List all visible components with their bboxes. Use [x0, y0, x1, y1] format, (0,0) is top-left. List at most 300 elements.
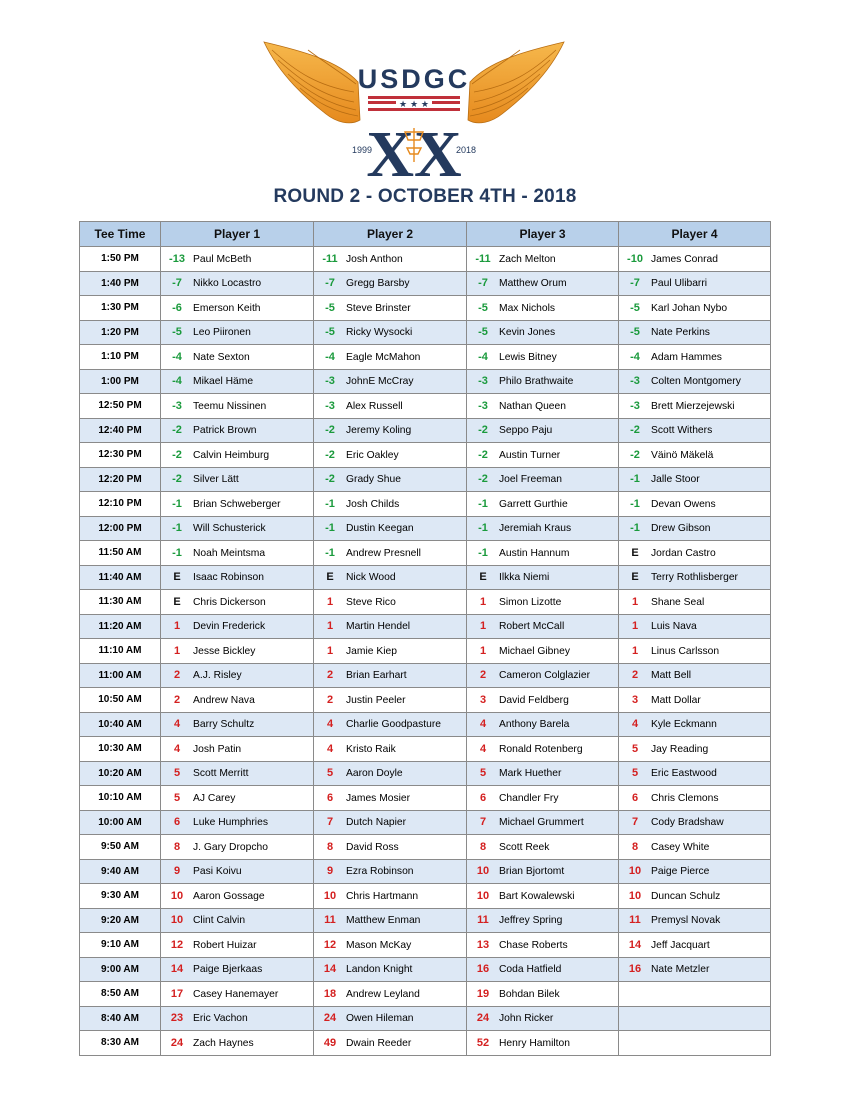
- player-name: Devan Owens: [651, 498, 716, 510]
- player-cell: [467, 957, 619, 982]
- player-score: 24: [323, 1012, 337, 1025]
- player-cell: [161, 810, 314, 835]
- player-cell: [314, 712, 467, 737]
- tee-time-cell: 12:30 PM: [80, 443, 161, 468]
- player-cell: [467, 908, 619, 933]
- player-cell: [314, 737, 467, 762]
- player-name: Paul Ulibarri: [651, 278, 708, 290]
- table-row: [80, 320, 771, 345]
- player-cell: [161, 296, 314, 321]
- player-score: 11: [324, 914, 336, 927]
- player-name: Chris Hartmann: [346, 890, 419, 902]
- player-cell: [467, 590, 619, 615]
- player-score: 6: [326, 791, 334, 804]
- player-name: Jay Reading: [651, 743, 709, 755]
- player-cell: [619, 786, 771, 811]
- player-score: 1: [631, 620, 639, 633]
- player-cell: [161, 663, 314, 688]
- player-score: E: [173, 571, 181, 584]
- player-score: -2: [325, 424, 335, 437]
- player-name: Terry Rothlisberger: [651, 572, 738, 584]
- player-name: James Mosier: [346, 792, 411, 804]
- player-cell: [161, 614, 314, 639]
- player-name: JohnE McCray: [346, 376, 414, 388]
- player-name: Michael Gibney: [499, 645, 570, 657]
- player-cell: [467, 761, 619, 786]
- player-score: 24: [476, 1012, 490, 1025]
- player-cell: [619, 394, 771, 419]
- tee-time-cell: 1:10 PM: [80, 345, 161, 370]
- player-cell: [161, 1006, 314, 1031]
- player-cell: [314, 786, 467, 811]
- player-name: Matthew Orum: [499, 278, 567, 290]
- player-score: -1: [172, 522, 182, 535]
- player-cell: [619, 492, 771, 517]
- player-name: Shane Seal: [651, 596, 705, 608]
- player-cell: [619, 516, 771, 541]
- player-cell: [161, 1031, 314, 1056]
- player-score: 17: [170, 987, 184, 1000]
- player-score: -3: [478, 375, 488, 388]
- player-score: -5: [325, 326, 335, 339]
- player-cell: [467, 345, 619, 370]
- player-name: Adam Hammes: [651, 351, 722, 363]
- player-cell: [619, 712, 771, 737]
- player-score: 14: [170, 963, 184, 976]
- player-cell: [161, 418, 314, 443]
- tee-time-cell: 9:30 AM: [80, 884, 161, 909]
- player-name: Clint Calvin: [193, 915, 246, 927]
- player-name: Jeff Jacquart: [651, 939, 710, 951]
- table-row: [80, 345, 771, 370]
- player-score: E: [479, 571, 487, 584]
- player-score: 23: [170, 1012, 184, 1025]
- player-cell: [161, 957, 314, 982]
- player-name: Cody Bradshaw: [651, 817, 724, 829]
- player-cell: [314, 859, 467, 884]
- tee-time-cell: 12:20 PM: [80, 467, 161, 492]
- player-score: -2: [172, 473, 182, 486]
- player-name: Noah Meintsma: [193, 547, 266, 559]
- player-cell: [467, 688, 619, 713]
- player-name: Justin Peeler: [346, 694, 406, 706]
- player-name: J. Gary Dropcho: [193, 841, 268, 853]
- player-score: -13: [169, 252, 185, 265]
- player-score: 1: [631, 644, 639, 657]
- player-cell: [467, 737, 619, 762]
- player-score: -4: [172, 350, 182, 363]
- player-name: Väinö Mäkelä: [651, 449, 714, 461]
- player-cell: [619, 614, 771, 639]
- player-name: Emerson Keith: [193, 302, 261, 314]
- player-score: 5: [173, 767, 181, 780]
- player-cell: [161, 467, 314, 492]
- player-cell: [161, 884, 314, 909]
- player-cell: [619, 296, 771, 321]
- player-score: 49: [323, 1036, 337, 1049]
- player-cell: [467, 443, 619, 468]
- player-name: Patrick Brown: [193, 425, 257, 437]
- player-score: -5: [478, 326, 488, 339]
- player-score: 1: [173, 644, 181, 657]
- player-cell: [619, 957, 771, 982]
- player-cell: [314, 418, 467, 443]
- table-row: [80, 1031, 771, 1056]
- table-row: [80, 810, 771, 835]
- player-name: Nate Sexton: [193, 351, 250, 363]
- player-cell: [161, 565, 314, 590]
- table-row: [80, 492, 771, 517]
- table-row: [80, 884, 771, 909]
- table-row: [80, 369, 771, 394]
- player-cell: [467, 614, 619, 639]
- player-score: 3: [479, 693, 487, 706]
- player-cell: [619, 663, 771, 688]
- player-name: Coda Hatfield: [499, 964, 562, 976]
- player-cell: [314, 516, 467, 541]
- player-name: Bohdan Bilek: [499, 988, 560, 1000]
- table-row: [80, 565, 771, 590]
- player-cell: [314, 320, 467, 345]
- player-score: 11: [629, 914, 641, 927]
- player-cell: [467, 271, 619, 296]
- player-name: Robert McCall: [499, 621, 565, 633]
- player-cell: [161, 443, 314, 468]
- player-score: 16: [476, 963, 490, 976]
- player-cell: [314, 761, 467, 786]
- logo-roman-numeral: XX: [366, 118, 462, 186]
- player-name: Grady Shue: [346, 474, 401, 486]
- player-cell: [467, 394, 619, 419]
- player-score: -2: [630, 424, 640, 437]
- star-icons: ★ ★ ★: [399, 100, 429, 110]
- player-name: Jalle Stoor: [651, 474, 700, 486]
- player-name: Cameron Colglazier: [499, 670, 590, 682]
- player-score: 2: [326, 693, 334, 706]
- player-score: -2: [172, 448, 182, 461]
- column-header-player-2: Player 2: [314, 222, 467, 247]
- player-score: -2: [325, 448, 335, 461]
- player-score: -5: [630, 326, 640, 339]
- player-name: Steve Brinster: [346, 302, 411, 314]
- player-cell: [619, 247, 771, 272]
- player-cell: [467, 320, 619, 345]
- player-cell: [314, 590, 467, 615]
- player-score: 2: [631, 669, 639, 682]
- player-score: 19: [476, 987, 490, 1000]
- player-name: Matt Dollar: [651, 694, 701, 706]
- player-name: Dwain Reeder: [346, 1037, 412, 1049]
- player-name: Owen Hileman: [346, 1013, 414, 1025]
- player-name: Eric Eastwood: [651, 768, 717, 780]
- page-title: ROUND 2 - OCTOBER 4TH - 2018: [273, 186, 577, 207]
- player-score: -11: [322, 252, 338, 265]
- player-cell: [314, 565, 467, 590]
- player-cell: [619, 1031, 771, 1056]
- player-score: 4: [479, 718, 487, 731]
- player-name: Anthony Barela: [499, 719, 570, 731]
- player-name: Andrew Leyland: [346, 988, 420, 1000]
- table-row: [80, 933, 771, 958]
- player-cell: [467, 492, 619, 517]
- player-score: 52: [476, 1036, 490, 1049]
- player-cell: [314, 467, 467, 492]
- player-cell: [161, 590, 314, 615]
- player-score: -1: [172, 497, 182, 510]
- player-name: AJ Carey: [193, 792, 236, 804]
- column-header-tee-time: Tee Time: [80, 222, 161, 247]
- player-cell: [161, 982, 314, 1007]
- tee-time-cell: 12:00 PM: [80, 516, 161, 541]
- player-name: Colten Montgomery: [651, 376, 741, 388]
- player-score: 2: [173, 693, 181, 706]
- player-name: Chris Clemons: [651, 792, 719, 804]
- player-cell: [467, 369, 619, 394]
- player-name: Nate Perkins: [651, 327, 710, 339]
- player-name: Nate Metzler: [651, 964, 710, 976]
- player-name: Josh Anthon: [346, 253, 403, 265]
- player-cell: [619, 443, 771, 468]
- player-name: Ezra Robinson: [346, 866, 414, 878]
- player-score: -1: [325, 497, 335, 510]
- player-cell: [161, 639, 314, 664]
- player-score: -2: [478, 448, 488, 461]
- player-cell: [467, 296, 619, 321]
- player-name: Jeremy Koling: [346, 425, 412, 437]
- player-score: 6: [631, 791, 639, 804]
- player-score: -7: [172, 277, 182, 290]
- player-name: Paige Bjerkaas: [193, 964, 263, 976]
- player-score: -6: [172, 301, 182, 314]
- player-cell: [619, 835, 771, 860]
- table-header-row: [80, 222, 771, 247]
- player-cell: [467, 835, 619, 860]
- player-cell: [467, 418, 619, 443]
- player-score: -2: [478, 424, 488, 437]
- player-score: -3: [325, 375, 335, 388]
- player-score: -5: [172, 326, 182, 339]
- player-cell: [619, 933, 771, 958]
- player-name: Andrew Presnell: [346, 547, 421, 559]
- player-score: E: [631, 571, 639, 584]
- table-row: [80, 516, 771, 541]
- player-name: Kristo Raik: [346, 743, 396, 755]
- tee-time-cell: 10:30 AM: [80, 737, 161, 762]
- player-cell: [161, 541, 314, 566]
- player-name: Chandler Fry: [499, 792, 559, 804]
- tee-time-cell: 1:20 PM: [80, 320, 161, 345]
- player-score: -4: [325, 350, 335, 363]
- player-score: 1: [326, 595, 334, 608]
- tee-time-cell: 10:40 AM: [80, 712, 161, 737]
- player-score: 12: [323, 938, 337, 951]
- player-cell: [314, 247, 467, 272]
- player-cell: [161, 369, 314, 394]
- player-name: Linus Carlsson: [651, 645, 720, 657]
- column-header-player-4: Player 4: [619, 222, 771, 247]
- player-score: 1: [326, 620, 334, 633]
- player-cell: [314, 908, 467, 933]
- player-cell: [161, 394, 314, 419]
- player-cell: [467, 1031, 619, 1056]
- tee-time-cell: 8:40 AM: [80, 1006, 161, 1031]
- player-cell: [314, 296, 467, 321]
- player-name: Kevin Jones: [499, 327, 556, 339]
- player-score: -3: [630, 375, 640, 388]
- player-name: David Ross: [346, 841, 399, 853]
- player-cell: [161, 933, 314, 958]
- player-score: -1: [478, 546, 488, 559]
- player-cell: [161, 345, 314, 370]
- player-cell: [467, 516, 619, 541]
- player-cell: [619, 884, 771, 909]
- player-name: Kyle Eckmann: [651, 719, 717, 731]
- table-row: [80, 688, 771, 713]
- player-score: -1: [630, 497, 640, 510]
- player-cell: [314, 271, 467, 296]
- player-cell: [314, 345, 467, 370]
- table-row: [80, 443, 771, 468]
- player-cell: [467, 663, 619, 688]
- player-name: Steve Rico: [346, 596, 396, 608]
- table-row: [80, 541, 771, 566]
- player-score: 10: [170, 889, 184, 902]
- player-name: Teemu Nissinen: [193, 400, 267, 412]
- tee-time-cell: 11:40 AM: [80, 565, 161, 590]
- tee-time-cell: 10:50 AM: [80, 688, 161, 713]
- player-name: Josh Childs: [346, 498, 400, 510]
- player-cell: [619, 639, 771, 664]
- table-row: [80, 957, 771, 982]
- player-score: -4: [478, 350, 488, 363]
- player-cell: [619, 982, 771, 1007]
- player-cell: [314, 614, 467, 639]
- left-wing-icon: [264, 42, 360, 123]
- player-score: 10: [323, 889, 337, 902]
- player-name: Karl Johan Nybo: [651, 302, 728, 314]
- player-cell: [314, 884, 467, 909]
- player-name: Eric Oakley: [346, 449, 399, 461]
- player-cell: [161, 320, 314, 345]
- player-name: Paul McBeth: [193, 253, 252, 265]
- player-name: Pasi Koivu: [193, 866, 242, 878]
- player-name: Eagle McMahon: [346, 351, 421, 363]
- player-score: -5: [630, 301, 640, 314]
- player-name: David Feldberg: [499, 694, 569, 706]
- table-row: [80, 247, 771, 272]
- player-name: Casey Hanemayer: [193, 988, 279, 1000]
- player-cell: [467, 810, 619, 835]
- player-score: -11: [475, 252, 491, 265]
- player-name: Ricky Wysocki: [346, 327, 413, 339]
- player-score: -5: [325, 301, 335, 314]
- player-name: Robert Huizar: [193, 939, 257, 951]
- player-cell: [467, 639, 619, 664]
- tee-time-cell: 11:10 AM: [80, 639, 161, 664]
- tee-time-cell: 1:30 PM: [80, 296, 161, 321]
- player-name: Jeffrey Spring: [499, 915, 563, 927]
- player-cell: [619, 688, 771, 713]
- player-score: 8: [173, 840, 181, 853]
- player-name: Drew Gibson: [651, 523, 711, 535]
- player-cell: [619, 810, 771, 835]
- player-name: Mark Huether: [499, 768, 562, 780]
- player-name: Austin Hannum: [499, 547, 570, 559]
- player-score: 2: [479, 669, 487, 682]
- table-body: [80, 247, 771, 1056]
- tee-time-cell: 9:40 AM: [80, 859, 161, 884]
- player-name: Brian Bjortomt: [499, 866, 565, 878]
- player-cell: [467, 933, 619, 958]
- player-score: 3: [631, 693, 639, 706]
- player-score: 1: [326, 644, 334, 657]
- player-name: Henry Hamilton: [499, 1037, 570, 1049]
- player-score: -4: [172, 375, 182, 388]
- player-name: Luis Nava: [651, 621, 697, 633]
- table-row: [80, 835, 771, 860]
- player-name: Leo Piironen: [193, 327, 251, 339]
- tee-time-cell: 8:50 AM: [80, 982, 161, 1007]
- table-row: [80, 467, 771, 492]
- player-score: -5: [478, 301, 488, 314]
- table-row: [80, 663, 771, 688]
- player-cell: [161, 688, 314, 713]
- player-name: Brian Earhart: [346, 670, 407, 682]
- player-name: Scott Merritt: [193, 768, 249, 780]
- player-score: 7: [326, 816, 334, 829]
- player-score: E: [631, 546, 639, 559]
- player-score: 2: [326, 669, 334, 682]
- player-score: 4: [326, 742, 334, 755]
- tee-time-cell: 11:00 AM: [80, 663, 161, 688]
- player-cell: [314, 492, 467, 517]
- player-score: 1: [479, 595, 487, 608]
- player-score: -4: [630, 350, 640, 363]
- player-score: 11: [477, 914, 489, 927]
- player-score: 4: [631, 718, 639, 731]
- player-score: -1: [325, 522, 335, 535]
- player-cell: [467, 712, 619, 737]
- logo-year-left: 1999: [351, 145, 373, 155]
- player-score: 10: [628, 865, 642, 878]
- player-name: Joel Freeman: [499, 474, 562, 486]
- player-score: -1: [630, 522, 640, 535]
- player-cell: [161, 247, 314, 272]
- tee-time-cell: 12:50 PM: [80, 394, 161, 419]
- player-cell: [314, 369, 467, 394]
- player-cell: [314, 982, 467, 1007]
- player-cell: [314, 541, 467, 566]
- player-name: Jeremiah Kraus: [499, 523, 572, 535]
- player-name: Landon Knight: [346, 964, 413, 976]
- player-cell: [161, 786, 314, 811]
- player-score: -1: [630, 473, 640, 486]
- player-cell: [467, 1006, 619, 1031]
- player-name: Max Nichols: [499, 302, 556, 314]
- player-score: 4: [479, 742, 487, 755]
- player-name: Zach Haynes: [193, 1037, 254, 1049]
- player-name: James Conrad: [651, 253, 718, 265]
- player-score: 6: [479, 791, 487, 804]
- player-cell: [314, 810, 467, 835]
- player-score: 10: [476, 865, 490, 878]
- player-name: Garrett Gurthie: [499, 498, 568, 510]
- player-score: 10: [170, 914, 184, 927]
- player-score: 8: [479, 840, 487, 853]
- table-row: [80, 761, 771, 786]
- table-row: [80, 639, 771, 664]
- player-score: -1: [478, 522, 488, 535]
